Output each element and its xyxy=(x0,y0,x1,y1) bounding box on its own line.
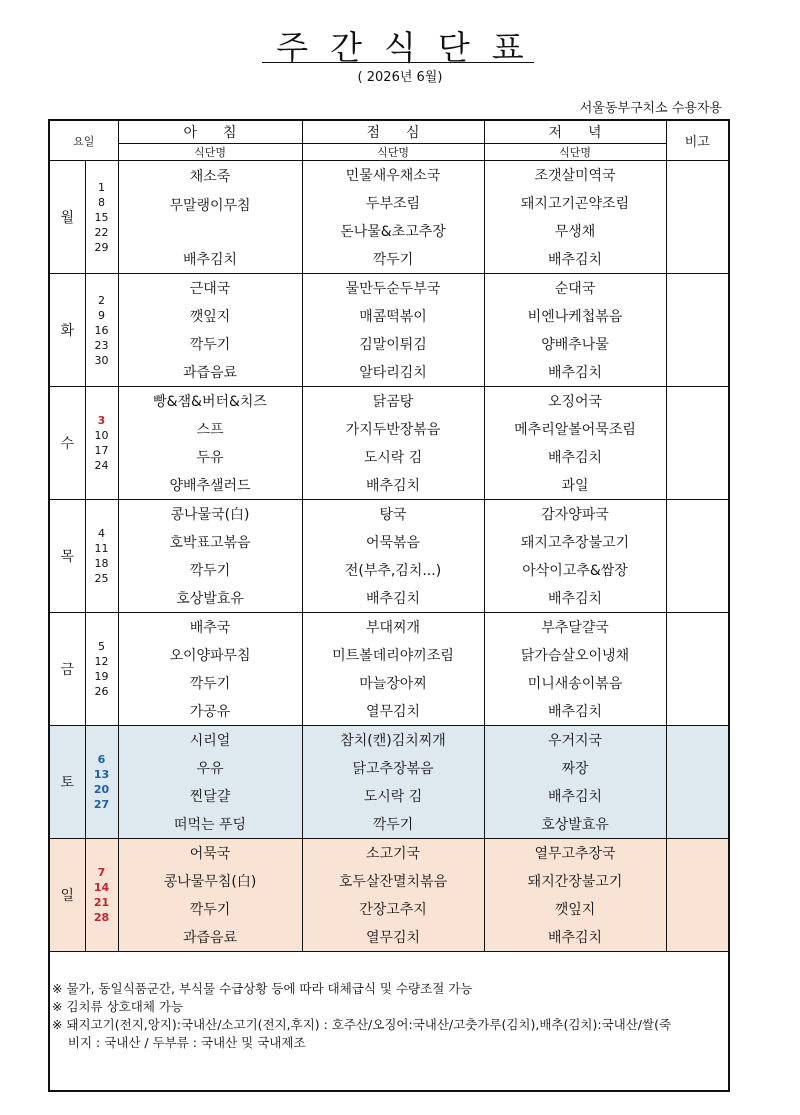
menu-item: 과즙음료 xyxy=(182,930,238,946)
menu-item: 콩나물국(白) xyxy=(170,507,250,523)
menu-item: 근대국 xyxy=(189,281,231,297)
breakfast-cell xyxy=(118,500,302,613)
remarks-cell xyxy=(666,387,729,500)
menu-item: 가공유 xyxy=(189,704,231,720)
breakfast-cell xyxy=(118,726,302,839)
menu-item: 채소죽 xyxy=(189,168,231,185)
breakfast-cell xyxy=(118,839,302,952)
date-label: 5 xyxy=(98,640,105,653)
day-dates xyxy=(85,500,118,613)
menu-item: 양배추나물 xyxy=(541,337,609,353)
day-row xyxy=(49,387,729,500)
breakfast-cell xyxy=(118,613,302,726)
menu-item: 배추김치 xyxy=(547,789,603,805)
menu-item: 깻잎지 xyxy=(554,902,596,918)
weekly-menu-table xyxy=(48,119,730,1092)
day-dates xyxy=(85,161,118,274)
day-name: 일 xyxy=(49,839,85,952)
menu-item: 과일 xyxy=(561,478,589,494)
menu-item: 메추리알볼어묵조림 xyxy=(514,422,636,438)
lunch-cell xyxy=(302,613,484,726)
lunch-cell xyxy=(302,161,484,274)
date-label: 3 xyxy=(97,414,106,427)
menu-item: 전(부추,김치...) xyxy=(344,563,442,579)
menu-item: 떠먹는 푸딩 xyxy=(173,817,247,833)
date-label: 25 xyxy=(94,572,109,585)
menu-item: 깍두기 xyxy=(189,563,231,579)
day-row xyxy=(49,613,729,726)
menu-item: 과즙음료 xyxy=(182,365,238,381)
menu-item: 부대찌개 xyxy=(365,620,421,636)
menu-item: 조갯살미역국 xyxy=(534,168,616,184)
menu-item: 간장고추지 xyxy=(359,902,427,918)
date-label: 4 xyxy=(98,527,105,540)
menu-item: 찐달걀 xyxy=(189,789,231,805)
day-row xyxy=(49,726,729,839)
menu-item: 빵&잼&버터&치즈 xyxy=(153,394,267,410)
menu-item: 어묵볶음 xyxy=(365,535,421,551)
menu-item: 미트볼데리야끼조림 xyxy=(332,648,454,664)
menu-item: 돼지고기곤약조림 xyxy=(520,196,630,212)
date-label: 24 xyxy=(94,459,109,472)
dinner-cell xyxy=(484,161,666,274)
date-label: 8 xyxy=(98,195,105,209)
day-name: 월 xyxy=(49,161,85,274)
date-label: 18 xyxy=(94,557,109,570)
menu-item: 배추김치 xyxy=(365,591,421,607)
dinner-cell xyxy=(484,387,666,500)
date-label: 29 xyxy=(94,240,109,254)
menu-item: 열무김치 xyxy=(365,704,421,720)
menu-item: 배추국 xyxy=(189,620,231,636)
menu-item: 호상발효유 xyxy=(176,591,244,607)
date-label: 17 xyxy=(94,444,109,457)
menu-item: 열무김치 xyxy=(365,930,421,946)
menu-item: 매콤떡볶이 xyxy=(359,309,427,325)
dinner-header: 저녁 xyxy=(484,120,666,144)
menu-item: 짜장 xyxy=(561,761,589,777)
menu-item: 물만두순두부국 xyxy=(345,281,441,297)
remarks-cell xyxy=(666,839,729,952)
menu-item: 돼지고추장불고기 xyxy=(520,535,630,551)
dinner-cell xyxy=(484,839,666,952)
menu-item: 열무고추장국 xyxy=(534,846,616,862)
menu-item: 돼지간장불고기 xyxy=(527,874,623,890)
date-label: 30 xyxy=(94,353,109,367)
menu-item: 닭가슴살오이냉채 xyxy=(520,648,630,664)
dinner-cell xyxy=(484,726,666,839)
menu-item: 배추김치 xyxy=(182,251,238,268)
date-label: 6 xyxy=(97,753,106,766)
period-label: ( 2026년 6월) xyxy=(357,70,443,85)
menu-item: 양배추샐러드 xyxy=(169,478,251,494)
date-label: 26 xyxy=(94,685,109,698)
lunch-subheader: 식단명 xyxy=(302,144,484,161)
menu-item: 닭고추장볶음 xyxy=(352,761,434,777)
menu-item: 어묵국 xyxy=(189,846,231,862)
menu-item: 오이양파무침 xyxy=(169,648,251,664)
date-label: 28 xyxy=(93,911,110,924)
day-row xyxy=(49,500,729,613)
day-dates xyxy=(85,839,118,952)
menu-item: 탕국 xyxy=(379,507,407,523)
menu-item: 배추김치 xyxy=(547,252,603,268)
notes-section xyxy=(49,952,729,1092)
menu-item: 배추김치 xyxy=(547,930,603,946)
menu-item: 닭곰탕 xyxy=(372,394,414,410)
menu-item: 가지두반장볶음 xyxy=(345,422,441,438)
menu-item: 스프 xyxy=(196,422,224,438)
date-label: 12 xyxy=(94,655,109,668)
note-line: ※ 물가, 동일식품군간, 부식물 수급상황 등에 따라 대체급식 및 수량조절 가능 xyxy=(52,981,473,996)
menu-item: 돈나물&초고추장 xyxy=(340,224,446,240)
date-label: 10 xyxy=(94,429,109,442)
remarks-cell xyxy=(666,500,729,613)
menu-item: 오징어국 xyxy=(547,394,603,410)
menu-item: 배추김치 xyxy=(365,478,421,494)
menu-item: 두유 xyxy=(196,450,224,466)
menu-item: 호박표고볶음 xyxy=(169,535,251,551)
remarks-cell xyxy=(666,613,729,726)
date-label: 2 xyxy=(98,293,105,307)
menu-item: 도시락 김 xyxy=(363,450,423,466)
menu-item: 우유 xyxy=(196,761,224,777)
menu-item: 민물새우채소국 xyxy=(345,168,441,184)
day-name: 화 xyxy=(49,274,85,387)
page-title: 주간식단표 xyxy=(276,28,546,67)
day-row xyxy=(49,161,729,274)
menu-item: 우거지국 xyxy=(547,733,603,749)
menu-item: 감자양파국 xyxy=(541,507,609,523)
organization-label: 서울동부구치소 수용자용 xyxy=(579,101,722,116)
day-name: 토 xyxy=(49,726,85,839)
breakfast-header: 아침 xyxy=(118,120,302,144)
day-name: 목 xyxy=(49,500,85,613)
dinner-cell xyxy=(484,613,666,726)
date-label: 15 xyxy=(94,210,109,224)
menu-item: 배추김치 xyxy=(547,704,603,720)
lunch-cell xyxy=(302,274,484,387)
menu-item: 부추달걀국 xyxy=(541,620,609,636)
day-column-header: 요일 xyxy=(49,120,118,161)
date-label: 1 xyxy=(98,180,105,194)
remarks-cell xyxy=(666,161,729,274)
dinner-cell xyxy=(484,274,666,387)
note-line: ※ 돼지고기(전지,앙지):국내산/소고기(전지,후지) : 호주산/오징어:국내산/고춧가루(김치),배추(김치):국내산/쌀(죽 xyxy=(52,1017,672,1032)
day-name: 수 xyxy=(49,387,85,500)
menu-item: 깍두기 xyxy=(189,676,231,692)
menu-item: 배추김치 xyxy=(547,365,603,381)
remarks-cell xyxy=(666,726,729,839)
date-label: 13 xyxy=(93,768,110,781)
menu-item: 시리얼 xyxy=(189,733,231,749)
menu-item: 무말랭이무침 xyxy=(169,197,251,214)
menu-item: 호두살잔멸치볶음 xyxy=(338,874,448,890)
breakfast-cell xyxy=(118,387,302,500)
menu-item: 순대국 xyxy=(554,281,596,297)
menu-item: 도시락 김 xyxy=(363,789,423,805)
lunch-cell xyxy=(302,726,484,839)
date-label: 11 xyxy=(94,542,109,555)
menu-item: 깻잎지 xyxy=(189,309,231,325)
menu-item: 비엔나케첩볶음 xyxy=(527,309,623,325)
menu-item xyxy=(121,224,300,240)
menu-item: 깍두기 xyxy=(372,252,414,268)
day-row xyxy=(49,274,729,387)
date-label: 20 xyxy=(93,783,110,796)
dinner-cell xyxy=(484,500,666,613)
day-dates xyxy=(85,387,118,500)
menu-item: 소고기국 xyxy=(365,846,421,862)
day-name: 금 xyxy=(49,613,85,726)
menu-item: 콩나물무침(白) xyxy=(163,874,257,890)
menu-item: 참치(캔)김치찌개 xyxy=(340,733,446,749)
dinner-subheader: 식단명 xyxy=(484,144,666,161)
lunch-cell xyxy=(302,387,484,500)
menu-item: 깍두기 xyxy=(189,902,231,918)
date-label: 19 xyxy=(94,670,109,683)
note-line: ※ 김치류 상호대체 가능 xyxy=(52,999,184,1014)
menu-item: 배추김치 xyxy=(547,591,603,607)
note-line: 비지 : 국내산 / 두부류 : 국내산 및 국내제조 xyxy=(52,1035,306,1050)
date-label: 7 xyxy=(97,866,106,879)
menu-item: 호상발효유 xyxy=(541,817,609,833)
date-label: 16 xyxy=(94,323,109,337)
menu-item: 무생채 xyxy=(554,224,596,240)
breakfast-subheader: 식단명 xyxy=(118,144,302,161)
lunch-cell xyxy=(302,839,484,952)
day-row xyxy=(49,839,729,952)
lunch-cell xyxy=(302,500,484,613)
menu-item: 미니새송이볶음 xyxy=(527,676,623,692)
day-dates xyxy=(85,274,118,387)
menu-item: 아삭이고추&쌈장 xyxy=(522,563,628,579)
date-label: 14 xyxy=(93,881,110,894)
date-label: 23 xyxy=(94,338,109,352)
day-dates xyxy=(85,726,118,839)
day-dates xyxy=(85,613,118,726)
remarks-header: 비고 xyxy=(666,120,729,161)
menu-item: 알타리김치 xyxy=(359,365,427,381)
menu-item: 김말이튀김 xyxy=(359,337,427,353)
menu-item: 두부조림 xyxy=(365,196,421,212)
menu-item: 마늘장아찌 xyxy=(359,676,427,692)
menu-item: 배추김치 xyxy=(547,450,603,466)
breakfast-cell xyxy=(118,274,302,387)
date-label: 9 xyxy=(98,308,105,322)
breakfast-cell xyxy=(118,161,302,274)
menu-item: 깍두기 xyxy=(372,817,414,833)
menu-item: 깍두기 xyxy=(189,337,231,353)
date-label: 22 xyxy=(94,225,109,239)
lunch-header: 점심 xyxy=(302,120,484,144)
date-label: 21 xyxy=(93,896,110,909)
date-label: 27 xyxy=(93,798,110,811)
remarks-cell xyxy=(666,274,729,387)
title-underline xyxy=(262,62,534,63)
